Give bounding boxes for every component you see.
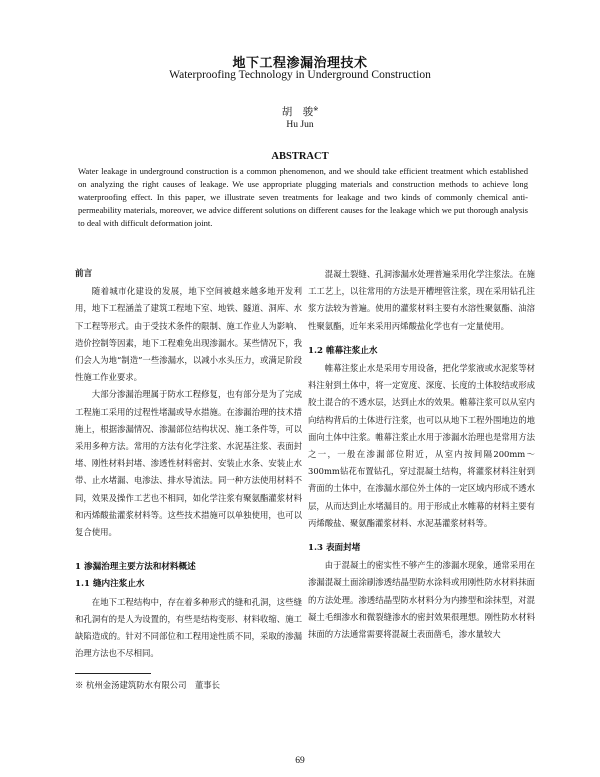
section-1-1-continued: 混凝土裂缝、孔洞渗漏水处理普遍采用化学注浆法。在施工工艺上，以往常用的方法是开槽埋管注浆，现在采用钻孔注浆方法较为普遍。使用的灌浆材料主要有水溶性聚氨酯、油溶性聚氨酯，近年来采用丙烯酸盐化学也有一定量使用。 <box>308 269 535 331</box>
intro-paragraph-1: 随着城市化建设的发展，地下空间被越来越多地开发利用，地下工程涵盖了建筑工程地下室、地铁、隧道、洞库、水下工程等形式。由于受技术条件的限制、施工作业人为影响、造价控制等因素，地下工程难免出现渗漏水。某些情况下，我们会人为地“制造”一些渗漏水，以减小水头压力，或满足阶段性施工作业要求。 <box>75 286 302 383</box>
left-column <box>75 266 302 662</box>
spacer <box>308 335 535 343</box>
author-footnote-mark: ※ <box>313 105 319 113</box>
footnote: ※ 杭州金汤建筑防水有限公司 董事长 <box>75 680 221 690</box>
page-number: 69 <box>295 756 305 766</box>
author-name-english: Hu Jun <box>286 120 314 130</box>
section-1-2-paragraph: 帷幕注浆止水是采用专用设备，把化学浆液或水泥浆等材料注射到土体中，将一定宽度、深度、长度的土体胶结或形成胶土混合的不透水层，达到止水的效果。帷幕注浆可以从室内向结构背后的土体进行注浆，也可以从地下工程外围地边的地面向土体中注浆。帷幕注浆止水用于渗漏水治理也是常用方法之一，一般在渗漏部位附近，从室内按间隔200mm～300mm钻花布置钻孔，穿过混凝土结构，将灌浆材料注射到背面的土体中，在渗漏水部位外土体的一定区域内形成不透水层，从而达到止水堵漏目的。用于形成止水帷幕的材料主要有丙烯酸盐、聚氨酯灌浆材料、水泥基灌浆材料等。 <box>308 363 535 528</box>
intro-heading: 前言 <box>75 269 93 279</box>
section-1-1-heading: 1.1 缝内注浆止水 <box>75 579 145 590</box>
paper-title-english: Waterproofing Technology in Underground Construction <box>169 69 431 81</box>
section-1-3-paragraph: 由于混凝土的密实性不够产生的渗漏水现象，通常采用在渗漏混凝土面涂刷渗透结晶型防水涂料或用刚性防水材料抹面的方法处理。渗透结晶型防水材料分为内掺型和涂抹型，对混凝土毛细渗水和微裂缝渗水的密封效果很理想。刚性防水材料抹面的方法通常需要将混凝土表面凿毛，渗水量较大 <box>308 560 535 640</box>
author-name-text: 胡 骏 <box>281 106 314 118</box>
paper-title: 地下工程渗漏治理技术 <box>232 56 368 71</box>
spacer <box>308 532 535 540</box>
abstract-text: Water leakage in underground construction is a common phenomenon, and we should take efficient treatment which established on analyzing the right causes of leakage. We use appropriate plugging materials and construction methods to achieve long waterproofing effect. In this paper, we illustrate seven treatments for leakage and two kinds of commonly chemical anti-permeability materials, moreover, we advice different solutions on different causes for the leakage which we put thorough analysis to deal with difficult deformation joint. <box>78 166 528 229</box>
right-column <box>308 266 535 643</box>
author-name <box>0 104 600 119</box>
footnote-rule <box>75 673 151 674</box>
intro-paragraph-2: 大部分渗漏治理属于防水工程修复，也有部分是为了完成工程施工采用的过程性堵漏或导水措施。在渗漏治理的技术措施上，根据渗漏情况、渗漏部位结构状况、施工条件等，可以采用多种方法。常用的方法有化学注浆、水泥基注浆、表面封堵、刚性材料封堵、渗透性材料密封、安装止水条、安装止水带、止水堵漏、电渗法、排水导流法。同一种方法使用材料不同，效果及操作工艺也不相同，如化学注浆有聚氨酯灌浆材料和丙烯酸盐灌浆材料等。这些技术措施可以单独使用，也可以复合使用。 <box>75 389 302 538</box>
section-1-3-heading: 1.3 表面封堵 <box>308 543 361 554</box>
section-1-2-heading: 1.2 帷幕注浆止水 <box>308 345 378 356</box>
section-1-heading: 1 渗漏治理主要方法和材料概述 <box>75 562 196 573</box>
spacer <box>75 541 302 559</box>
abstract-heading: ABSTRACT <box>271 151 329 162</box>
section-1-1-paragraph: 在地下工程结构中，存在着多种形式的缝和孔洞，这些缝和孔洞有的是人为设置的，有些是结构变形、材料收缩、施工缺陷造成的。针对不同部位和工程用途性质不同，采取的渗漏治理方法也不尽相同。 <box>75 596 302 659</box>
